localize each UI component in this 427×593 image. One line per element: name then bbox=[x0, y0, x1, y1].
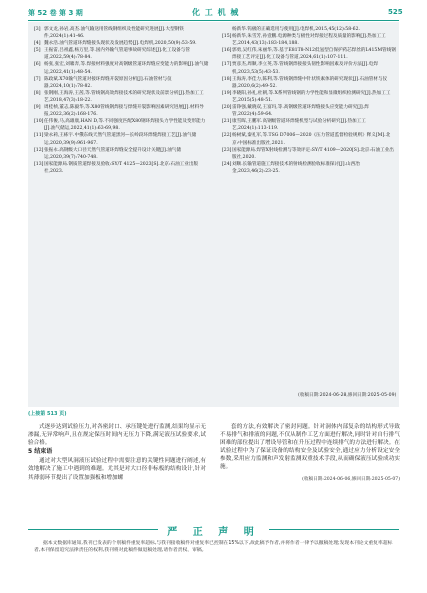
reference-number: [10] bbox=[34, 119, 44, 125]
references-right-column bbox=[222, 26, 396, 175]
header-rule bbox=[28, 20, 399, 21]
reference-text: 贾彦杰,周顺,李立英,等.管线钢焊接接头韧性影响因素及评价方法[J].电焊机,2023,53(5):43-53. bbox=[232, 62, 378, 75]
reference-number: [22] bbox=[222, 133, 232, 139]
reference-item bbox=[34, 26, 210, 40]
reference-text: 李晓阳,孙礼,杜朝,等.X系列管线钢的力学性能和显微组织检测研究[J].热加工工艺,2015(5):48-51. bbox=[232, 90, 391, 103]
body-paragraph: 通过对大型风洞液压试验过程中需要注意的关键性问题进行阐述,有效地解决了施工中遇到的难题。尤其是对大口径非标板的结构设计,针对其薄弱环节提出了设置加强板和增加螺 bbox=[28, 458, 206, 481]
reference-number: [9] bbox=[34, 105, 41, 111]
reference-item bbox=[34, 104, 210, 118]
reference-number: [4] bbox=[34, 41, 41, 47]
notice-section bbox=[28, 523, 399, 563]
body-paragraph: 套的方法,有效解决了密封问题。针对洞体内部复杂的结构形式导致不易排气和排液的问题,不仅从制作工艺方面进行解决,同时针对自行排气困难的部位提出了增设导管和在升压过程中连续排气的方法进行解决。在试验过程中为了保证设备的结构安全及试验安全,通过应力分析设定安全参数,采用应力监测和声发射监测双重技术手段,从而确保液压试验成功实施。 bbox=[220, 424, 400, 471]
reference-item bbox=[222, 90, 396, 104]
notice-text: 据本文数据库通知,我刊已发表的个别稿件重复率超标,与我刊接收稿件对重复率已控制在15%以下,故此稿予作者,并将作者一律予以撤稿处理;发现本刊论文重复率超标者,本刊保留追究法律责任的权利,我刊将对此稿件做退稿处理,请作者责权、审稿。 bbox=[34, 541, 393, 553]
reference-text: 魏永浩.油气管道环焊缝接头现状及发展趋势[J].电焊机,2020,50(9):53-59. bbox=[44, 41, 197, 47]
reference-item bbox=[222, 118, 396, 132]
reference-text: 刘顺.长输管道施工焊接技术的射线检测验收标准探讨[J].山西冶金,2023,46(2):23-25. bbox=[232, 161, 360, 174]
reference-number: [13] bbox=[34, 161, 44, 167]
reference-text: 任伟俊,马,高雄康,HAN D,等.不同强度匹配X80钢环焊接头力学性能及变形能力[J].油气储运,2022,41(1):63-69,98. bbox=[44, 119, 206, 132]
received-date-refs: (收稿日期:2024-06-28,修回日期:2025-05-09) bbox=[298, 393, 397, 398]
notice-title: 严 正 声 明 bbox=[167, 527, 260, 538]
reference-text: 王海涛,李佳力,陈利,等.管线钢焊缝中针状铁素体的研究现状[J].石油管材与仪器,2020,6(2):49-52. bbox=[232, 76, 388, 89]
reference-text: 国家能源局.钢质管道焊接及验收:SY/T 4125—2023[S].北京:石油工业出版社,2023. bbox=[44, 161, 199, 174]
reference-number: [24] bbox=[222, 161, 232, 167]
reference-number: [6] bbox=[34, 62, 41, 68]
journal-title: 化 工 机 械 bbox=[192, 8, 240, 17]
reference-text: 杨张,张宏,刘啸奔,等.焊接材料强度对高钢级管道环焊缝应变能力的影响[J].油气储运,2022,41(1):48-54. bbox=[44, 62, 209, 75]
reference-item bbox=[34, 61, 210, 75]
reference-number: [19] bbox=[222, 90, 232, 96]
reference-text: 王振雷,吕祖鑫,杨万里,等.国内外输气管道事故研究综述[J].化工设备与管道,2022,59(4):78-84. bbox=[44, 48, 190, 61]
reference-number: [20] bbox=[222, 105, 232, 111]
reference-text: 郭文龙,孙岩,高杰.油气输送用管线钢组织及性能研究进展[J].大型钢铁件,2024(1):41-46. bbox=[44, 27, 184, 40]
page-number: 525 bbox=[388, 8, 403, 16]
reference-item bbox=[34, 147, 210, 161]
section-heading: 5 结束语 bbox=[28, 448, 53, 456]
reference-number: [17] bbox=[222, 62, 232, 68]
references-left-column bbox=[34, 26, 210, 175]
reference-item bbox=[222, 147, 396, 161]
reference-item bbox=[222, 132, 396, 146]
reference-item bbox=[34, 161, 210, 175]
reference-text: 陈政斌.X70输气管道对接环焊缝开裂原因分析[J].石油管材与仪器,2024,10(1):78-82. bbox=[44, 76, 172, 89]
reference-number: [18] bbox=[222, 76, 232, 82]
reference-text: 杨树斌,秦礼军,等.TSG D7006—2020《压力管道监督检验规则》释义[M].北京:中国标准出版社,2021. bbox=[232, 133, 391, 146]
reference-item bbox=[34, 90, 210, 104]
reference-text: 郭勇,吴红伟,朱丽华,等.基于E81T8-N12低氢型自保护药芯焊丝的L415M管线钢焊接工艺评定[J].化工设备与管道,2024,61(1):107-111. bbox=[232, 48, 396, 61]
reference-number: [16] bbox=[222, 48, 232, 54]
body-left-column bbox=[28, 423, 206, 482]
reference-item bbox=[34, 132, 210, 146]
reference-item bbox=[222, 161, 396, 175]
reference-text: 张钢刚,王海涛,王茜,等.管线钢高效焊接技术的研究现状及前景分析[J].热加工工艺,2018,47(3):18-22. bbox=[44, 90, 204, 103]
reference-text: 梁永莉,王栋宇.中俄东线天然气管道黑河—长岭段环焊缝焊接工艺[J].油气储运,2020,39(9):961-967. bbox=[44, 133, 197, 146]
reference-item bbox=[34, 40, 210, 47]
reference-text: 杨新华,朱雪芳,孙壹鹏.电源种类与极性对焊接过程及质量的影响[J].热加工工艺,2014,43(13):183-184,188. bbox=[232, 34, 386, 47]
reference-number: [12] bbox=[34, 147, 44, 153]
notice-rule-right bbox=[269, 529, 399, 530]
reference-number: [11] bbox=[34, 133, 44, 139]
references-box bbox=[28, 22, 399, 407]
reference-number: [21] bbox=[222, 119, 232, 125]
reference-number: [8] bbox=[34, 90, 41, 96]
received-date-body: (收稿日期:2024-06-06,修回日期:2025-05-07) bbox=[302, 476, 400, 482]
reference-item bbox=[34, 76, 210, 90]
issue-label: 第 52 卷 第 3 期 bbox=[28, 9, 83, 17]
reference-item bbox=[222, 104, 396, 118]
reference-item bbox=[222, 33, 396, 47]
reference-text: 杨新华.钨极的正确选用与使用[J].电焊机,2015,45(12):58-62. bbox=[232, 27, 360, 32]
reference-text: 康雪晖,王鹏军.高钢级管道环焊缝机型与试验分析研究[J].热加工工艺,2024(1):113-119. bbox=[232, 119, 366, 132]
reference-number: [3] bbox=[34, 27, 41, 32]
reference-number: [15] bbox=[222, 34, 232, 40]
reference-item bbox=[222, 47, 396, 61]
reference-text: 周桂桢,董志,陈毅华,等.X80管线钢焊接与焊缝开裂影响因素研究进展[J].材料导报,2022,36(2):168-176. bbox=[44, 105, 204, 118]
reference-item bbox=[34, 47, 210, 61]
reference-item bbox=[222, 61, 396, 75]
reference-text: 张振永.高钢级大口径天然气管道环焊缝安全提升设计关键[J].油气储运,2020,39(7):740-748. bbox=[44, 147, 181, 160]
reference-text: 国家能源局.焊管X射线检测与等效评定:SY/T 4109—2020[S].北京:石油工业出版社,2020. bbox=[232, 147, 394, 160]
reference-number: [7] bbox=[34, 76, 41, 82]
reference-item bbox=[222, 76, 396, 90]
reference-text: 雷铮强,戴晓双,王富玛,等.高钢级管道环焊缝接头应变能力研究[J].焊管,2022(4):59-64. bbox=[232, 105, 369, 118]
reference-number: [23] bbox=[222, 147, 232, 153]
continued-from-label: (上接第 513 页) bbox=[28, 411, 67, 417]
body-paragraph: 式逐步达到试验压力,对各密封口、承压键处进行监测,结果均显示无渗漏,无异常响声,且在规定保压时间内无压力下降,满足液压试验要求,试验合格。 bbox=[28, 424, 206, 447]
reference-number: [5] bbox=[34, 48, 41, 54]
reference-item bbox=[34, 118, 210, 132]
body-right-column bbox=[220, 423, 400, 484]
reference-item bbox=[222, 26, 396, 33]
